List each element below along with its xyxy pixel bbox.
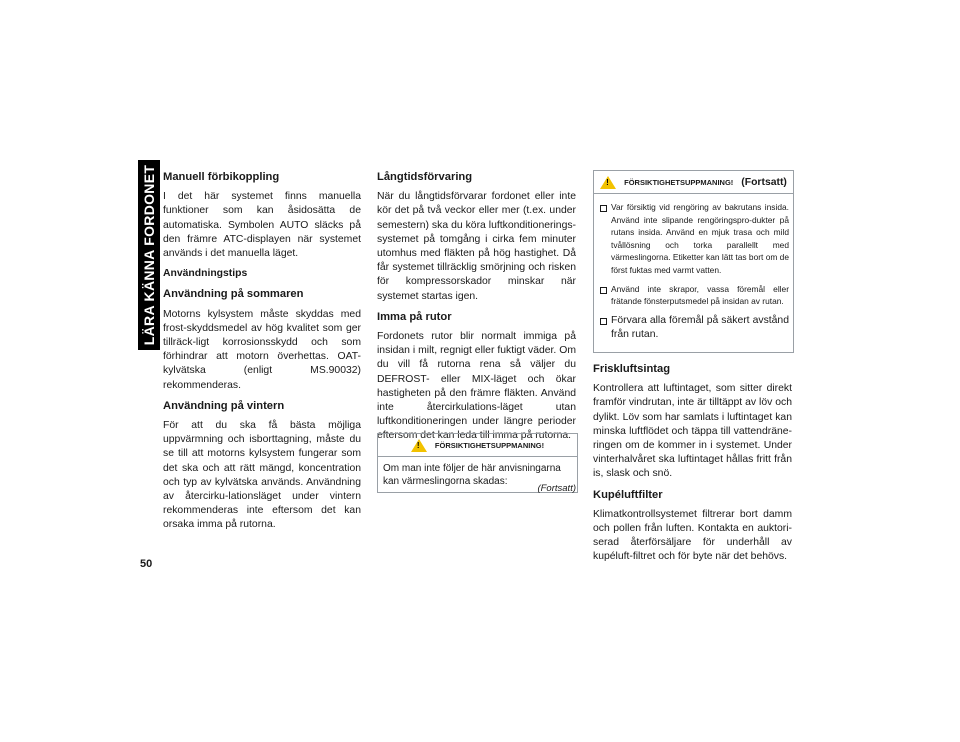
caution-continued-suffix: (Fortsatt) [741,176,787,188]
paragraph-cabin-air-filter: Klimatkontrollsystemet filtrerar bort damm och pollen från luften. Kontakta en auktori-serad återförsäljare för underhåll av kupéluft-filtret och för byte när det behövs. [593,508,792,563]
warning-triangle-icon: ! [600,176,616,189]
heading-cabin-air-filter: Kupéluftfilter [593,488,663,501]
paragraph-window-fog: Fordonets rutor blir normalt immiga på insidan i milt, regnigt eller fuktigt väder. Om du vill få rutorna rena så väljer du DEFROST- eller MIX-läget och ökar hastigheten på den främre fläkten. Använd inte återcirkulations-läget utan luftkonditioneringen under längre perioder eftersom det kan leda till imma på rutorna. [377,331,576,442]
column-right [593,362,792,571]
paragraph-summer-use: Motorns kylsystem måste skyddas med frost-skyddsmedel av hög kvalitet som ger tillräck-ligt korrosionsskydd och som förhindrar att motorn överhettas. OAT-kylvätska (enligt MS.90032) rekommenderas. [163,308,361,391]
paragraph-fresh-air-intake: Kontrollera att luftintaget, som sitter direkt framför vindrutan, inte är tilltäppt av löv och dylikt. Löv som har samlats i luftintaget kan minska luftflödet och täppa till vattendräne-ringen om de kommer in i systemet. Under vinterhalvåret ska luftintaget hållas fritt från is, slask och snö. [593,383,792,480]
caution-box-continued [593,170,794,353]
warning-triangle-icon: ! [411,439,427,452]
caution-list [599,201,789,342]
caution-box-header [378,434,577,457]
caution-box-continued-header [594,171,793,194]
heading-manual-override: Manuell förbikoppling [163,171,280,183]
caution-list-item: Var försiktig vid rengöring av bakrutans insida. Använd inte slipande rengöringspro-dukter på rutans insida. Använd en mjuk trasa och mild tvållösning och torka parallellt med värmeslingorna. Etiketter kan lätt tas bort om de först fuktas med varmt vatten. [599,201,789,277]
paragraph-long-term-storage: När du långtidsförvarar fordonet eller inte kör det på två veckor eller mer (t.ex. under semestern) ska du köra luftkonditionerings-systemet på tomgång i cirka fem minuter utomhus med fläkten på hög hastighet. Då får systemet tillräcklig smörjning och risken för kompressorskador minskar när systemet startas igen. [377,191,576,302]
caution-list-item: Förvara alla föremål på säkert avstånd från rutan. [599,314,789,342]
heading-window-fog: Imma på rutor [377,310,452,323]
caution-continued-body [594,194,793,352]
heading-fresh-air-intake: Friskluftsintag [593,363,671,375]
section-side-tab [138,160,160,350]
caution-title: FÖRSIKTIGHETSUPPMANING! [434,440,545,450]
heading-summer-use: Användning på sommaren [163,288,304,301]
caution-continued-title: FÖRSIKTIGHETSUPPMANING! [624,177,734,187]
section-side-tab-label: LÄRA KÄNNA FORDONET [141,164,157,346]
caution-body: Om man inte följer de här anvisningarna kan värmeslingorna skadas: [383,463,561,487]
heading-long-term-storage: Långtidsförvaring [377,171,473,183]
caution-list-item: Använd inte skrapor, vassa föremål eller frätande fönsterputsmedel på insidan av rutan. [599,283,789,308]
paragraph-winter-use: För att du ska få bästa möjliga uppvärmning och isborttagning, måste du se till att motorns kylsystem fungerar som det ska och att rätt mängd, koncentration och typ av kylvätska används. Användning av återcirku-lationsläget under vintern rekommenderas inte eftersom det kan orsaka imma på rutorna. [163,420,361,531]
heading-winter-use: Användning på vintern [163,399,285,412]
page-number: 50 [140,558,153,570]
paragraph-manual-override: I det här systemet finns manuella funktioner som kan åsidosätta de automatiska. Symbolen AUTO släcks på den främre ATC-displayen när systemet används i det manuella läget. [163,191,361,260]
column-left [163,170,361,539]
column-middle [377,170,576,450]
heading-usage-tips: Användningstips [163,268,248,280]
continued-label: (Fortsatt) [537,483,576,494]
